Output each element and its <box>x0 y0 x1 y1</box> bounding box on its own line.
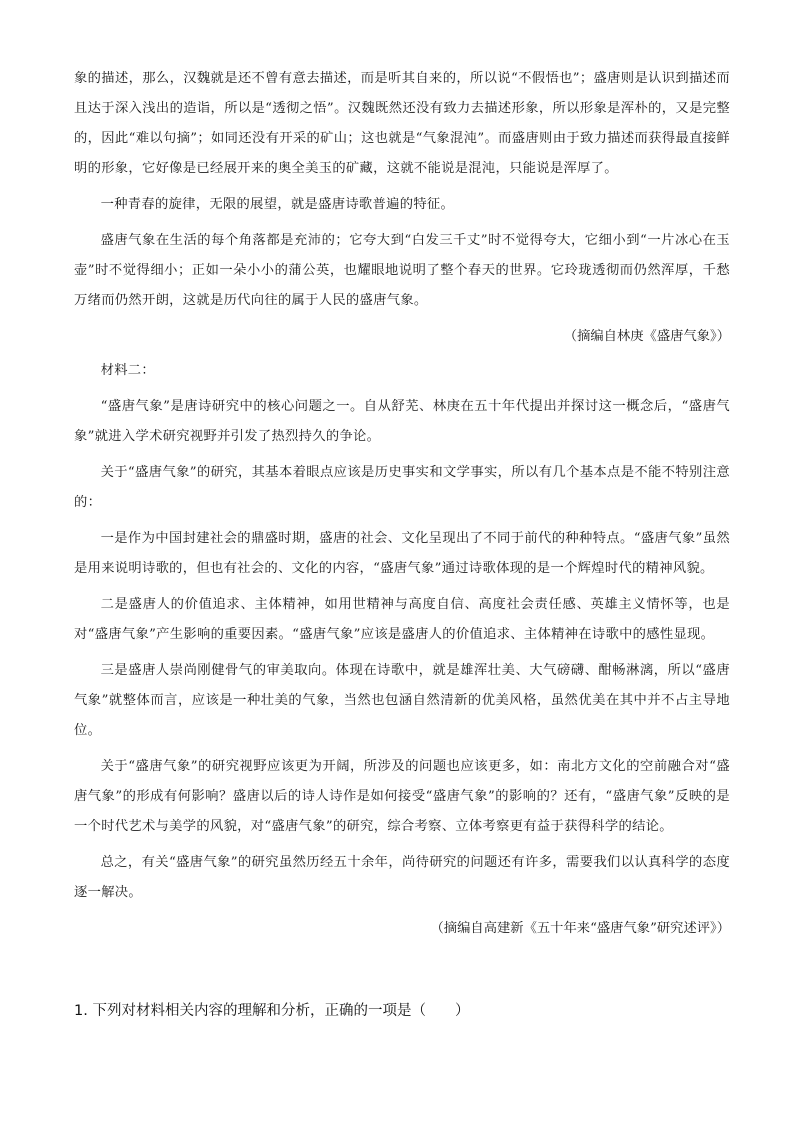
paragraph: 盛唐气象在生活的每个角落都是充沛的；它夸大到“白发三千丈”时不觉得夸大，它细小到“一片冰心在玉壶”时不觉得细小；正如一朵小小的蒲公英，也耀眼地说明了整个春天的世界。它玲珑透彻而仍然浑厚，千愁万绪而仍然开朗，这就是历代向往的属于人民的盛唐气象。 <box>74 233 730 308</box>
material-label: 材料二： <box>100 363 155 378</box>
paragraph: 关于“盛唐气象”的研究，其基本着眼点应该是历史事实和文学事实，所以有几个基本点是不能不特别注意的： <box>74 465 730 510</box>
source-citation: （摘编自高建新《五十年来“盛唐气象”研究述评》） <box>430 921 730 936</box>
paragraph: 总之，有关“盛唐气象”的研究虽然历经五十余年，尚待研究的问题还有许多，需要我们以认真科学的态度逐一解决。 <box>74 855 730 900</box>
source-citation: （摘编自林庚《盛唐气象》） <box>563 329 730 344</box>
question-stem: 1. 下列对材料相关内容的理解和分析，正确的一项是（ ） <box>74 1003 470 1019</box>
document-page <box>74 64 730 944</box>
paragraph: 一种青春的旋律，无限的展望，就是盛唐诗歌普遍的特征。 <box>100 197 455 212</box>
paragraph: 二是盛唐人的价值追求、主体精神，如用世精神与高度自信、高度社会责任感、英雄主义情怀等，也是对“盛唐气象”产生影响的重要因素。“盛唐气象”应该是盛唐人的价值追求、主体精神在诗歌中的感性显现。 <box>74 597 730 642</box>
paragraph-continuation: 象的描述，那么，汉魏就是还不曾有意去描述，而是听其自来的，所以说“不假悟也”；盛唐则是认识到描述而且达于深入浅出的造诣，所以是“透彻之悟”。汉魏既然还没有致力去描述形象，所以形象是浑朴的，又是完整的，因此“难以句摘”；如同还没有开采的矿山；这也就是“气象混沌”。而盛唐则由于致力描述而获得最直接鲜明的形象，它好像是已经展开来的奥全美玉的矿藏，这就不能说是混沌，只能说是浑厚了。 <box>74 71 730 176</box>
paragraph: “盛唐气象”是唐诗研究中的核心问题之一。自从舒芜、林庚在五十年代提出并探讨这一概念后，“盛唐气象”就进入学术研究视野并引发了热烈持久的争论。 <box>74 399 730 444</box>
paragraph: 三是盛唐人崇尚刚健骨气的审美取向。体现在诗歌中，就是雄浑壮美、大气磅礴、酣畅淋漓，所以“盛唐气象”就整体而言，应该是一种壮美的气象，当然也包涵自然清新的优美风格，虽然优美在其中并不占主导地位。 <box>74 663 730 738</box>
paragraph: 关于“盛唐气象”的研究视野应该更为开阔，所涉及的问题也应该更多，如：南北方文化的空前融合对“盛唐气象”的形成有何影响？盛唐以后的诗人诗作是如何接受“盛唐气象”的影响的？还有，“盛唐气象”反映的是一个时代艺术与美学的风貌，对“盛唐气象”的研究，综合考察、立体考察更有益于获得科学的结论。 <box>74 759 730 834</box>
paragraph: 一是作为中国封建社会的鼎盛时期，盛唐的社会、文化呈现出了不同于前代的种种特点。“盛唐气象”虽然是用来说明诗歌的，但也有社会的、文化的内容，“盛唐气象”通过诗歌体现的是一个辉煌时代的精神风貌。 <box>74 531 730 576</box>
